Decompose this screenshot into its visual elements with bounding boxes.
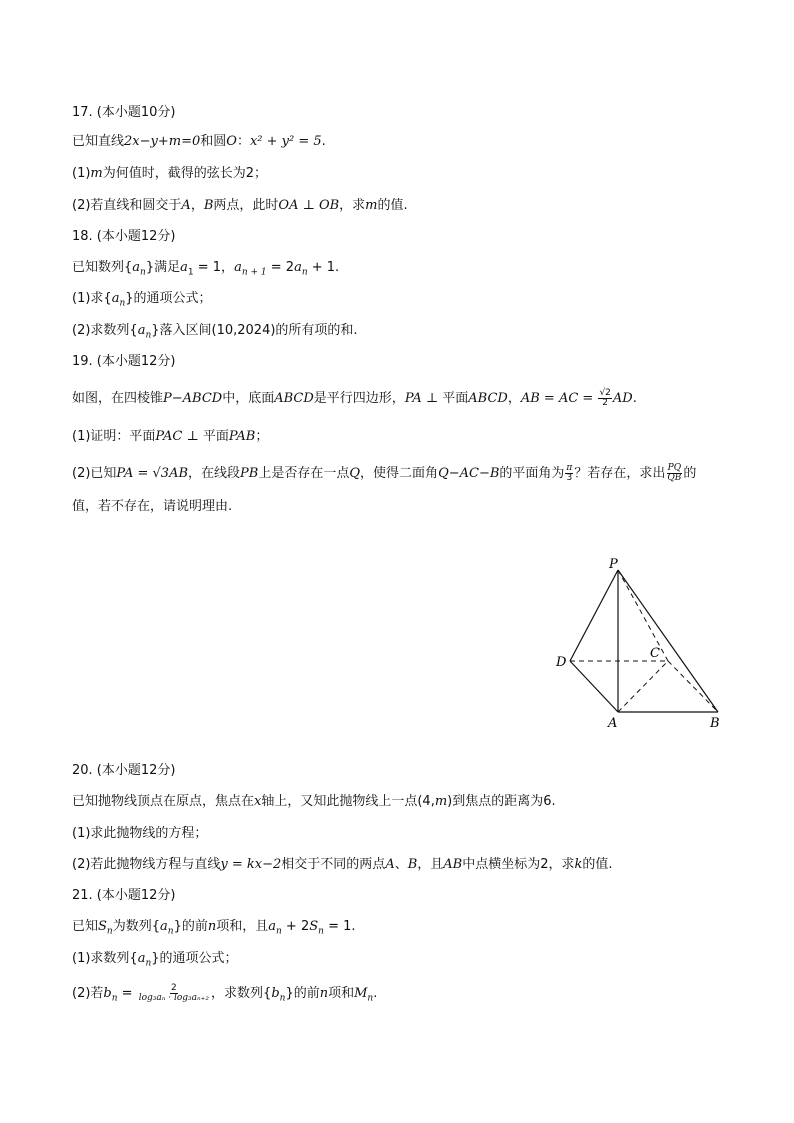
- q19-fraction: $\frac{√2}{2}$: [599, 388, 611, 408]
- q19-header: 19. (本小题12分): [72, 354, 176, 369]
- q21-part2: (2)若$b_n$ = $\frac{2}{\text{log₃aₙ · log₃aₙ₊₂}}$ ，求数列$\{b_n\}$的前n项和$M_n$.: [72, 983, 378, 1004]
- edge-DA: [570, 661, 618, 712]
- q19-part1: (1)证明：平面PAC ⊥ 平面PAB；: [72, 429, 269, 444]
- q20-header: 20. (本小题12分): [72, 763, 176, 778]
- q19-pi-fraction: $\frac{\pi}{3}$: [566, 463, 573, 483]
- q18-stem: 已知数列$\{a_n\}$满足$a_1 = 1$，$a_{n + 1} = 2a_n + 1$.: [72, 260, 340, 278]
- edge-AC: [618, 661, 668, 712]
- q17-stem: 已知直线2x−y+m=0和圆O：x² + y² = 5.: [72, 134, 326, 149]
- q17-part1: (1)m为何值时，截得的弦长为2；: [72, 166, 268, 181]
- label-A: A: [608, 716, 618, 731]
- q19-ratio-fraction: $\frac{PQ}{QB}$: [667, 463, 682, 483]
- q18-part2: (2)求数列$\{a_n\}$落入区间(10,2024)的所有项的和.: [72, 323, 358, 341]
- edge-PC: [618, 570, 668, 661]
- q21-header: 21. (本小题12分): [72, 888, 176, 903]
- q19-stem: 如图，在四棱锥P−ABCD中，底面ABCD是平行四边形，PA ⊥ 平面ABCD，AB = AC = $\frac{√2}{2}$ AD.: [72, 388, 637, 408]
- q17-part2: (2)若直线和圆交于A，B两点，此时OA ⊥ OB，求m的值.: [72, 198, 408, 213]
- q19-part2: (2)已知PA = √3AB，在线段PB上是否存在一点Q，使得二面角Q−AC−B的平面角为 $\frac{\pi}{3}$ ？若存在，求出 $\frac{PQ}{QB}$ 的: [72, 463, 697, 483]
- edge-PB: [618, 570, 718, 712]
- q21-part1: (1)求数列$\{a_n\}$的通项公式；: [72, 951, 238, 969]
- q20-part1: (1)求此抛物线的方程；: [72, 826, 208, 841]
- edge-CB: [668, 661, 718, 712]
- q19-part2-cont: 值，若不存在，请说明理由.: [72, 499, 233, 514]
- q20-part2: (2)若此抛物线方程与直线y = kx−2相交于不同的两点A、B，且AB中点横坐标为2，求k的值.: [72, 857, 613, 872]
- q20-stem: 已知抛物线顶点在原点，焦点在x轴上，又知此抛物线上一点(4,m)到焦点的距离为6.: [72, 794, 556, 809]
- q17-header: 17. (本小题10分): [72, 105, 176, 120]
- q21-fraction: $\frac{2}{\text{log₃aₙ · log₃aₙ₊₂}}$: [138, 983, 210, 1003]
- edge-PD: [570, 570, 618, 661]
- label-P: P: [609, 557, 618, 572]
- q18-header: 18. (本小题12分): [72, 229, 176, 244]
- q21-stem: 已知$S_n$为数列$\{a_n\}$的前n项和，且$a_n + 2S_n = 1$.: [72, 919, 356, 937]
- q18-part1: (1)求$\{a_n\}$的通项公式；: [72, 291, 212, 309]
- label-C: C: [650, 646, 660, 661]
- label-D: D: [556, 655, 567, 670]
- label-B: B: [710, 716, 720, 731]
